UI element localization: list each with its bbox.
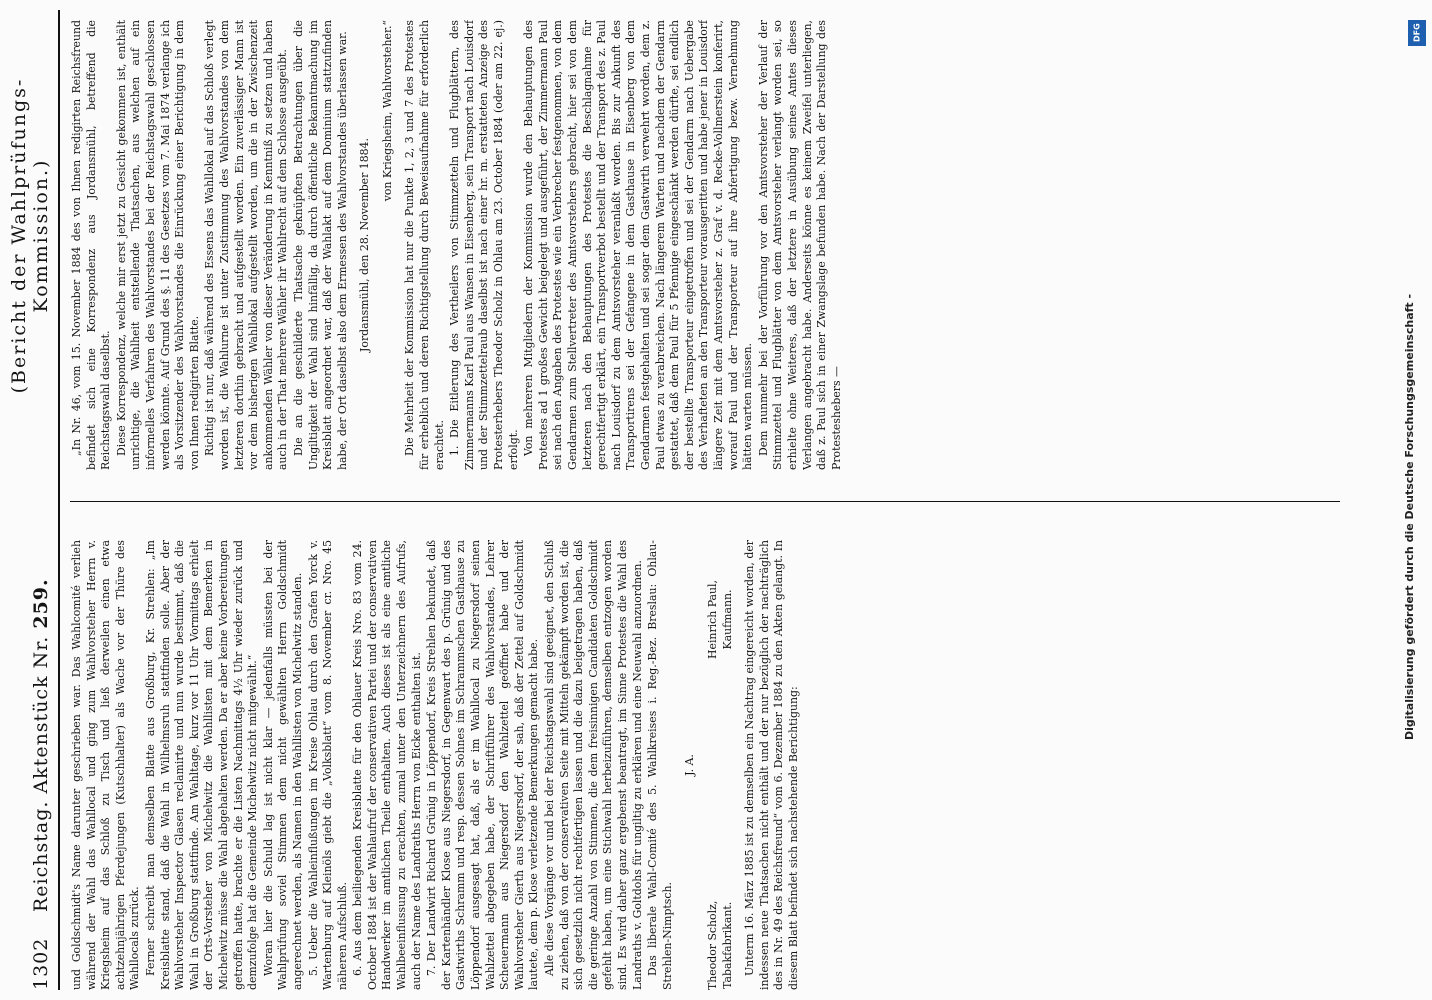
paragraph: „In Nr. 46, vom 15. November 1884 des von Ihnen redigirten Reichsfreund befindet sich eine Korrespondenz aus Jordansmühl, betreffend die Reichstagswahl daselbst. (70, 20, 113, 470)
paragraph: 6. Aus dem beiliegenden Kreisblatte für den Ohlauer Kreis Nro. 83 vom 24. October 1884 ist der Wahlaufruf der conservativen Partei und der conservativen Handwerker im amtlichen Theile enthalten. Auch dieses ist als eine amtliche Wahlbeeinflussung zu erachten, zumal unter den Unterzeichnern des Aufrufs, auch der Name des Landraths Herrn von Eicke enthalten ist. (351, 540, 423, 990)
digitization-credit: Digitalisierung gefördert durch die Deutsche Forschungsgemeinschaft - (1403, 293, 1416, 740)
signature-block (706, 580, 735, 990)
signature-name: Heinrich Paul, (705, 580, 719, 659)
signature-scholz (706, 901, 735, 990)
paragraph: Diese Korrespondenz, welche mir erst jetzt zu Gesicht gekommen ist, enthält unrichtige, die Wahlheit entstellende Thatsachen, aus welchen auf ein informelles Verfahren des Wahlvorstandes bei der Reichstagswahl geschlossen werden könnte. Auf Grund des §. 11 des Gesetzes vom 7. Mai 1874 verlange ich als Vorsitzender des Wahlvorstandes die Einrückung einer Berichtigung in dem von Ihnen redigirten Blatte. (114, 20, 201, 470)
left-column (70, 540, 1350, 990)
paragraph: 1. Die Eitlerung des Vertheilers von Stimmzetteln und Flugblättern, des Zimmermanns Karl Paul aus Wansen in Eisenberg, sein Transport nach Louisdorf und der Stimmzettelraub daselbst ist nach einer hr. m. erstatteten Anzeige des Protesterhebers Theodor Scholz in Ohlau am 23. October 1884 (oder am 22. ej.) erfolgt. (448, 20, 520, 470)
committee-line: Das liberale Wahl-Comité des 5. Wahlkreises i. Reg.-Bez. Breslau: Ohlau-Strehlen-Nimptsch. (646, 540, 674, 990)
page-number: 1302 (30, 937, 52, 990)
header-document-number: 259. (30, 578, 52, 629)
header-left-text: Reichstag. Aktenstück Nr. (30, 635, 52, 912)
rotated-page-content (8, 10, 1350, 990)
paragraph: Woran hier die Schuld lag ist nicht klar — jedenfalls müssten bei der Wahlprüfung soviel Stimmen dem nicht gewählten Herrn Goldschmidt angerechnet werden, als Namen in den Wahllisten von Michelwitz standen. (261, 540, 304, 990)
right-column (70, 20, 1350, 470)
signature-title: Kaufmann. (720, 589, 734, 650)
dfg-logo: DFG (1408, 20, 1426, 46)
paragraph: Von mehreren Mitgliedern der Kommission wurde den Behauptungen des Protestes ad 1 großes Gewicht beigelegt und ausgeführt, der Zimmermann Paul sei nach den Angaben des Protestes wie ein Verbrecher festgenommen, von dem Gendarmen zum Stellvertreter des Amtsvorstehers gebracht, hier sei von dem letzteren nach den Behauptungen des Protestes die Beschlagnahme für gerechtfertigt erklärt, ein Transportverbot bestellt und der Transport des z. Paul nach Louisdorf zu dem Amtsvorsteher veranlaßt worden. Bis zur Ankunft des Transportirens sei der Gefangene in dem Gasthause in Eisenberg von dem Gendarmen festgehalten und sei sogar dem Gastwirth verwehrt worden, dem z. Paul etwas zu verabreichen. Nach längerem Warten und nachdem der Gendarm gestattet, daß dem Paul für 5 Pfennige eingeschänkt werden dürfte, sei endlich der bestellte Transporteur eingetroffen und sei der Gendarm nach Uebergabe des Verhafteten an den Transporteur vorausgeritten und habe jener in Louisdorf längere Zeit mit dem Amtsvorsteher z. Graf v. d. Recke-Vollmerstein konferirt, worauf Paul und der Transporteur auf ihre Abfertigung bezw. Vernehmung hätten warten müssen. (522, 20, 755, 470)
paragraph: Unterm 16. März 1885 ist zu demselben ein Nachtrag eingereicht worden, der indessen neue Thatsachen nicht enthält und der nur bezüglich der nachträglich des in Nr. 49 des Reichsfreund“ vom 6. Dezember 1884 zu den Akten gelangt. In diesem Blatt befindet sich nachstehende Berichtigung: (743, 540, 800, 990)
paragraph: und Goldschmidt's Name darunter geschrieben war. Das Wahlcomité verlieh während der Wahl das Wahllocal und ging zum Wahlvorsteher Herrn v. Kriegsheim auf das Schloß zu Tisch und ließ derweilen einen etwa achtzehnjährigen Pferdejungen (Kutschhalter) als Wache vor der Thüre des Wahllocals zurück. (70, 540, 142, 990)
paragraph: Dem nunmehr bei der Vorführung vor den Amtsvorsteher der Verlauf der Stimmzettel und Flugblätter von dem Amtsvorsteher verlangt worden sei, so erhielte ohne Weiteres, daß der letztere in Ausübung seines Amtes dieses Verlangen angebracht habe. Anderseits könne es keinem Zweifel unterliegen, daß z. Paul sich in einer Zwangslage befunden habe. Nach der Darstellung des Protesteshebers — (756, 20, 843, 470)
signature-title: Tabakfabrikant. (720, 901, 734, 989)
paragraph: 7. Der Landwirt Richard Grünig in Löppendorf, Kreis Strehlen bekundet, daß der Kartenhändler Klose aus Niegersdorf, in Gegenwart des p. Grünig und des Gastwirths Schramm und resp. dessen Sohnes im Schrammschen Gasthause zu Löppendorf ausgesagt hat, daß, als er im Wahllocal zu Niegersdorf seinen Wahlzettel abgegeben habe, der Schriftführer des Wahlvorstandes, Lehrer Scheuermann aus Niegersdorf den Wahlzettel geöffnet habe und der Wahlvorsteher Gierth aus Niegersdorf, der sah, daß der Zettel auf Goldschmidt lautete, dem p. Klose verletzende Bemerkungen gemacht habe. (425, 540, 541, 990)
paragraph: 5. Ueber die Wahleinflußungen im Kreise Ohlau durch den Grafen Yorck v. Wartenburg auf Kleinöls giebt die „Volksblatt“ vom 8. November cr. Nro. 45 näheren Aufschluß. (306, 540, 349, 990)
header-title (30, 461, 52, 920)
header-rule (58, 10, 60, 990)
signature-paul (706, 580, 735, 659)
correction-signature: von Kriegsheim, Wahlvorsteher.“ (380, 20, 394, 202)
signature-name: Theodor Scholz, (705, 900, 719, 990)
paragraph: Richtig ist nur, daß während des Essens das Wahllokal auf das Schloß verlegt worden ist, die Wahlurne ist unter Zustimmung des Wahlvorstandes von dem letzteren dorthin gebracht und aufgestellt worden. Ein zuverlässiger Mann ist vor dem bisherigen Wahllokal aufgestellt worden, um die in der Zwischenzeit ankommenden Wähler von dieser Veränderung in Kenntniß zu setzen und haben auch in der That mehrere Wähler ihr Wahlrecht auf dem Schlosse ausgeübt. (203, 20, 290, 470)
paragraph: Ferner schreibt man demselben Blatte aus Großburg, Kr. Strehlen: „Im Kreisblatte stand, daß die Wahl in Wilhelmsruh stattfinden solle. Aber der Wahlvorsteher Inspector Glasen reclamirte und nun wurde bestimmt, daß die Wahl in Großburg stattfinde. Am Wahltage, kurz vor 11 Uhr Vormittags erhielt der Orts-Vorsteher von Michelwitz die Wahllisten mit dem Bemerken in Michelwitz müsse die Wahl abgehalten werden. Da er aber keine Vorbereitungen getroffen hatte, brachte er die Listen Nachmittags 4½ Uhr wieder zurück und demzufolge hat die Gemeinde Michelwitz nicht mitgewählt.“ (143, 540, 260, 990)
page-header (8, 10, 52, 990)
paragraph: Die an die geschilderte Thatsache geknüpften Betrachtungen über die Ungiltigkeit der Wahl sind hinfällig, da durch öffentliche Bekanntmachung im Kreisblatt angeordnet war, daß der Wahlakt auf dem Dominium stattzufinden habe, der Ort daselbst also dem Ermessen des Wahlvorstandes überlassen war. (291, 20, 349, 470)
dateline: Jordansmühl, den 28. November 1884. (358, 138, 372, 352)
paragraph: Die Mehrheit der Kommission hat nur die Punkte 1, 2, 3 und 7 des Protestes für erheblich und deren Richtigstellung durch Beweisaufnahme für erforderlich erachtet. (403, 20, 446, 470)
header-section-title: (Bericht der Wahlprüfungs-Kommission.) (8, 77, 52, 394)
paragraph: Alle diese Vorgänge vor und bei der Reichstagswahl sind geeignet, den Schluß zu ziehen, daß von der conservativen Seite mit Mitteln gekämpft worden ist, die sich gesetzlich nicht rechtfertigen lassen und die dazu beigetragen haben, daß die geringe Anzahl von Stimmen, die dem freisinnigen Candidaten Goldschmidt gefehlt haben, um eine Stichwahl herbeizuführen, demselben entzogen worden sind. Es wird daher ganz ergebenst beantragt, im Sinne Protestes die Wahl des Landraths v. Goltdohs für ungiltig zu erklären und eine Neuwahl anzuordnen. (543, 540, 644, 990)
ja-line: J. A. (683, 754, 697, 776)
column-divider (70, 501, 1340, 502)
